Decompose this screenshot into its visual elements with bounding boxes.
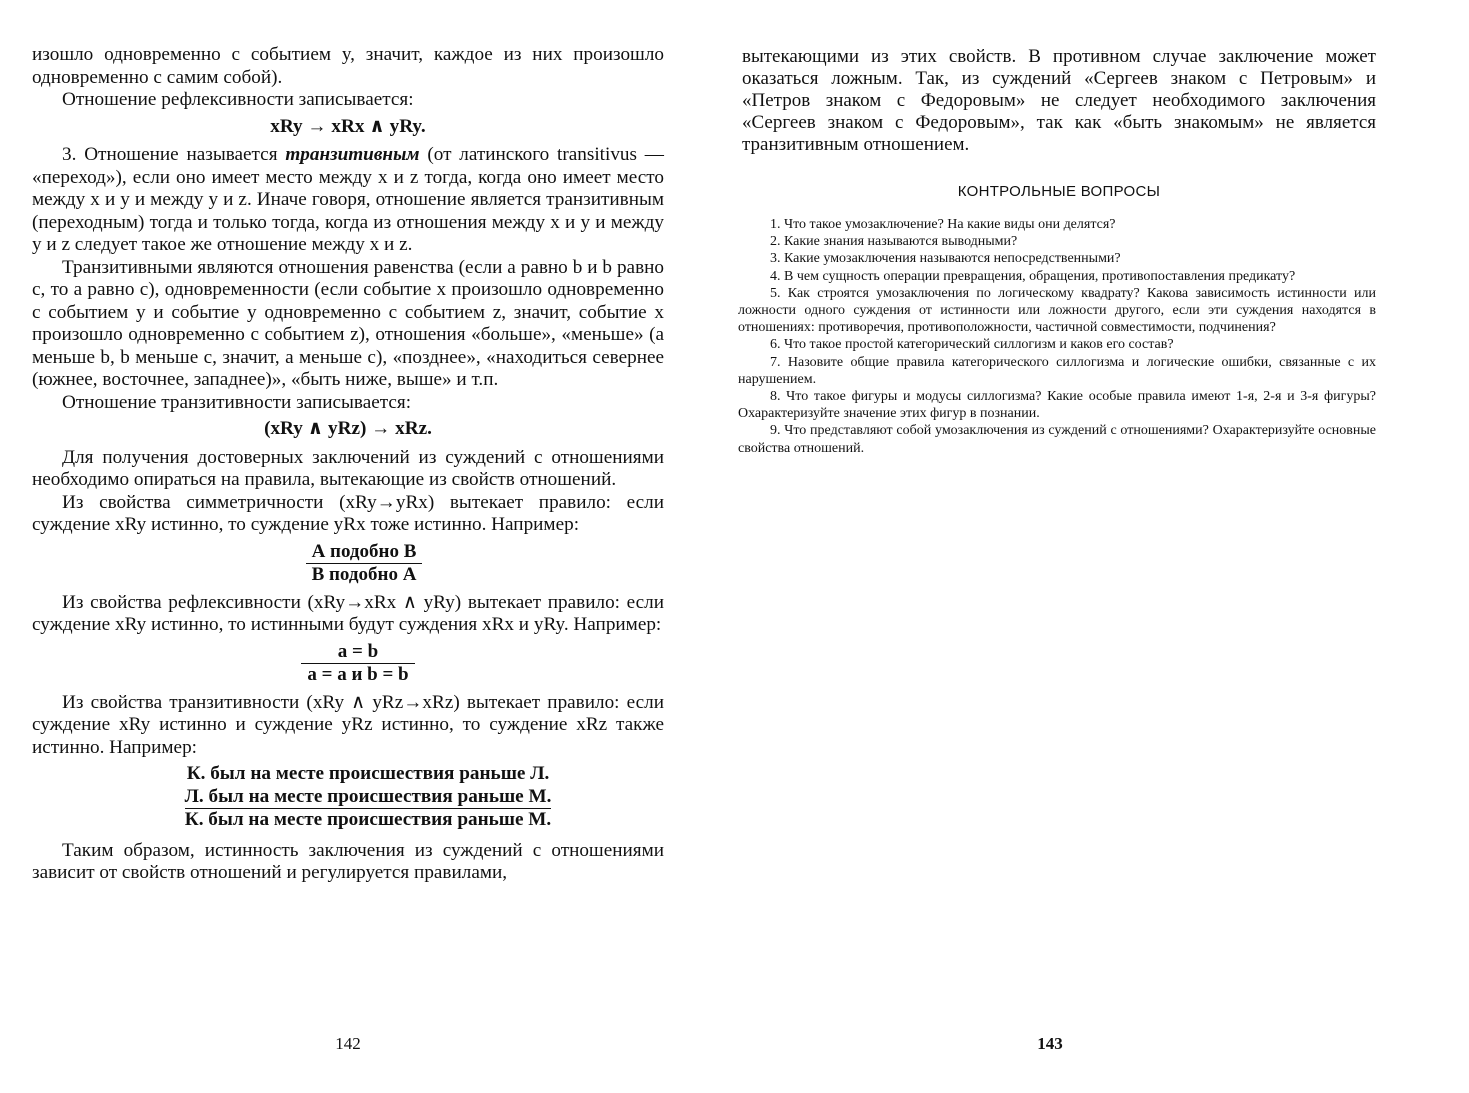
paragraph: Из свойства транзитивности (xRy ∧ yRz→xRz) вытекает правило: если суждение xRy истинно и суждение yRz истинно, то суждение xRz также истинно. Например:	[32, 691, 664, 758]
conclusion: a = a и b = b	[307, 663, 409, 685]
premise: Л. был на месте происшествия раньше М.	[185, 786, 552, 810]
question-item: 3. Какие умозаключения называются непосредственными?	[770, 251, 1121, 267]
left-page	[0, 0, 734, 1093]
paragraph: изошло одновременно с событием y, значит, каждое из них произошло одновременно с самим собой).	[32, 44, 664, 88]
paragraph-transitivity-definition	[32, 144, 664, 257]
paragraph: Транзитивными являются отношения равенства (если a равно b и b равно c, то a равно c), одновременности (если событие x произошло одновременно с событием y и событие y одновременно с событием z, значит, событие x произошло одновременно с событием z), отношения «больше», «меньше» (a меньше b, b меньше c, значит, a меньше c), «позднее», «находиться севернее (южнее, восточнее, западнее)», «быть ниже, выше» и т.п.	[32, 256, 664, 390]
premise: К. был на месте происшествия раньше Л.	[186, 763, 550, 784]
question-item: 6. Что такое простой категорический силлогизм и каков его состав?	[770, 337, 1174, 353]
text-span: (от латинского transitivus — «переход»), если оно имеет место между x и z тогда, когда оно имеет место между x и y и между y и z. Иначе говоря, отношение является транзитивным (переходным) тогда и только тогда, когда из отношения между x и y и между y и z следует такое же отношение между x и z.	[32, 144, 664, 255]
section-heading: КОНТРОЛЬНЫЕ ВОПРОСЫ	[957, 183, 1161, 200]
review-questions-list	[738, 216, 1376, 457]
question-item: 1. Что такое умозаключение? На какие виды они делятся?	[770, 217, 1116, 232]
inference-example-symmetry	[306, 541, 423, 586]
inference-example-reflexivity	[301, 641, 414, 686]
paragraph: Для получения достоверных заключений из суждений с отношениями необходимо опираться на правила, вытекающие из свойств отношений.	[32, 446, 664, 490]
paragraph: Таким образом, истинность заключения из суждений с отношениями зависит от свойств отношений и регулируется правилами,	[32, 839, 664, 883]
question-item: 5. Как строятся умозаключения по логическому квадрату? Какова зависимость истинности или ложности одного суждения от истинности или ложности другого, если эти суждения находятся в отношениях: противоречия, противоположности, частичной совместимости, подчинения?	[738, 285, 1376, 336]
conclusion: К. был на месте происшествия раньше М.	[184, 809, 552, 830]
formula-transitivity: (xRy ∧ yRz) → xRz.	[264, 418, 432, 439]
right-page	[734, 0, 1469, 1093]
paragraph: Отношение транзитивности записывается:	[62, 391, 412, 413]
paragraph: Отношение рефлексивности записывается:	[62, 89, 414, 110]
premise: a = b	[301, 641, 414, 664]
term-emphasis: транзитивным	[285, 144, 420, 165]
question-item: 4. В чем сущность операции превращения, обращения, противопоставления предикату?	[770, 268, 1296, 284]
premise: А подобно В	[306, 541, 423, 564]
question-item: 8. Что такое фигуры и модусы силлогизма? Какие особые правила имеют 1-я, 2-я и 3-я фигуры? Охарактеризуйте значение этих фигур в познании.	[738, 389, 1376, 422]
left-page-text	[32, 44, 664, 885]
right-page-text	[742, 46, 1376, 156]
paragraph: вытекающими из этих свойств. В противном случае заключение может оказаться ложным. Так, из суждений «Сергеев знаком с Петровым» и «Петров знаком с Федоровым» не следует необходимого заключения «Сергеев знаком с Федоровым», так как «быть знакомым» не является транзитивным отношением.	[742, 46, 1376, 155]
question-item: 9. Что представляют собой умозаключения из суждений с отношениями? Охарактеризуйте основные свойства отношений.	[738, 423, 1376, 456]
paragraph: Из свойства симметричности (xRy→yRx) вытекает правило: если суждение xRy истинно, то суждение yRx тоже истинно. Например:	[32, 491, 664, 535]
page-number: 143	[1037, 1034, 1063, 1053]
page-number: 142	[335, 1034, 361, 1053]
text-span: 3. Отношение называется	[62, 144, 286, 165]
inference-example-transitivity	[185, 763, 552, 832]
question-item: 2. Какие знания называются выводными?	[770, 234, 1018, 250]
conclusion: В подобно А	[311, 563, 417, 585]
formula-reflexivity: xRy → xRx ∧ yRy.	[270, 115, 426, 137]
question-item: 7. Назовите общие правила категорического силлогизма и логические ошибки, связанные с их нарушением.	[738, 354, 1376, 387]
paragraph: Из свойства рефлексивности (xRy→xRx ∧ yRy) вытекает правило: если суждение xRy истинно, то истинными будут суждения xRx и yRy. Например:	[32, 591, 664, 635]
